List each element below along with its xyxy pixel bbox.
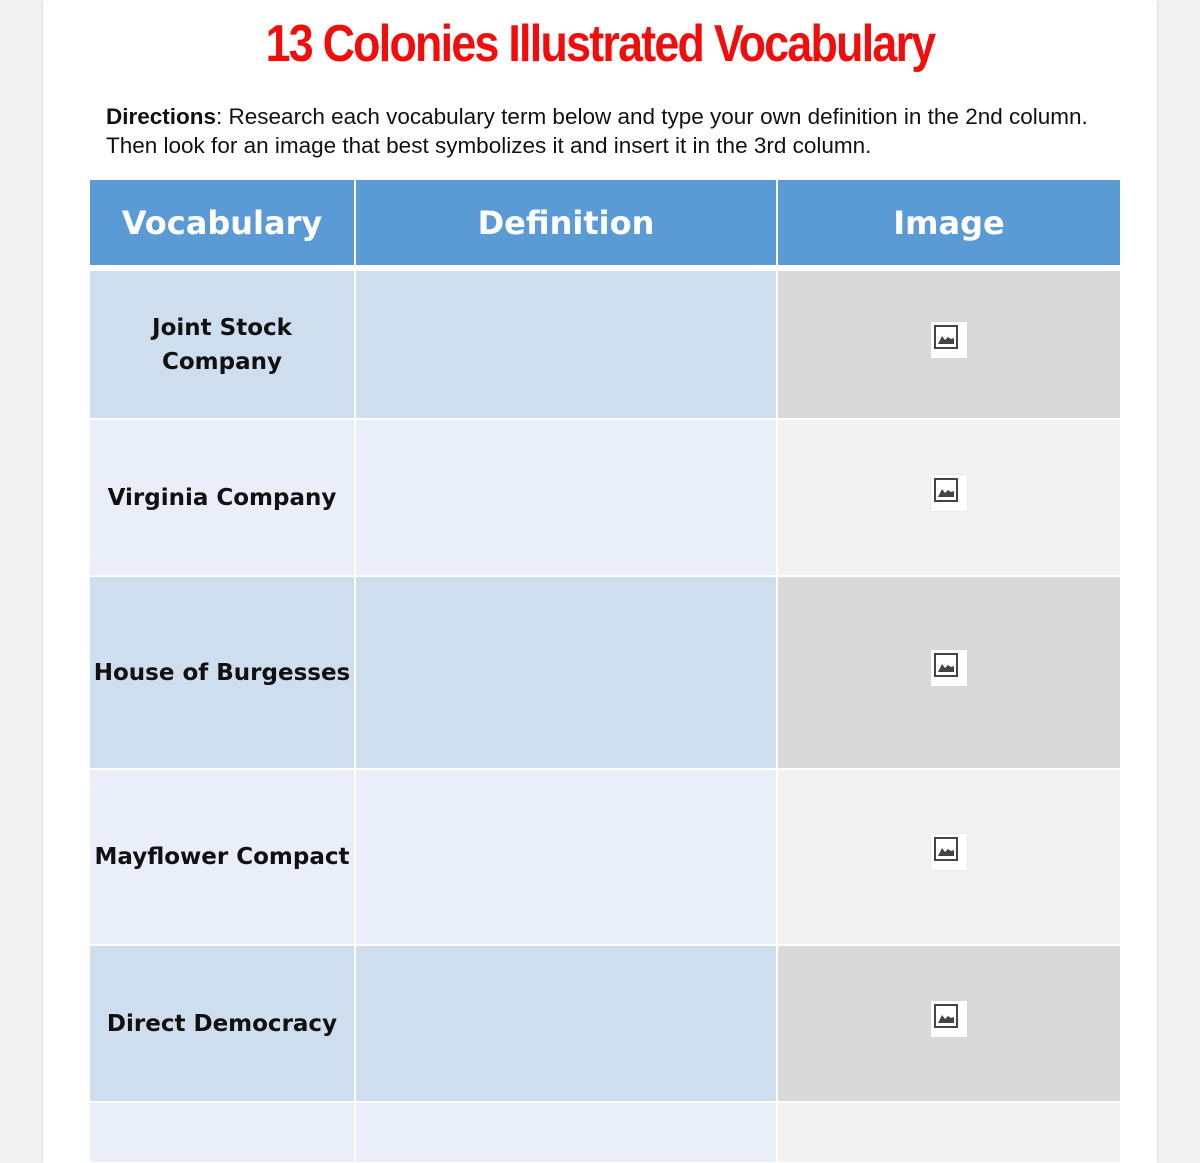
- directions: [106, 102, 1116, 160]
- definition-cell[interactable]: [355, 268, 777, 419]
- image-placeholder-icon[interactable]: [931, 475, 967, 511]
- table-row: [90, 945, 1120, 1102]
- image-placeholder-icon[interactable]: [931, 650, 967, 686]
- table-header-row: [90, 180, 1120, 268]
- directions-text: : Research each vocabulary term below and type your own definition in the 2nd column. Then look for an image that best symbolizes it and insert it in the 3rd column.: [106, 104, 1088, 158]
- definition-cell[interactable]: [355, 419, 777, 576]
- directions-label: Directions: [106, 104, 217, 129]
- vocabulary-cell: [90, 769, 355, 945]
- image-cell[interactable]: [777, 945, 1120, 1102]
- table-row: [90, 268, 1120, 419]
- image-placeholder-icon[interactable]: [931, 834, 967, 870]
- table-row: [90, 1102, 1120, 1162]
- image-cell[interactable]: [777, 576, 1120, 769]
- vocabulary-term: Mayflower Compact: [94, 844, 350, 870]
- vocabulary-cell: [90, 1102, 355, 1162]
- image-cell[interactable]: [777, 769, 1120, 945]
- vocabulary-cell: [90, 419, 355, 576]
- vocabulary-term: Joint Stock Company: [152, 314, 292, 375]
- vocabulary-term: Direct Democracy: [106, 1010, 338, 1037]
- page-title: 13 Colonies Illustrated Vocabulary: [265, 15, 935, 73]
- vocabulary-cell: [90, 945, 355, 1102]
- header-vocabulary: Vocabulary: [90, 180, 355, 268]
- definition-cell[interactable]: [355, 1102, 777, 1162]
- vocabulary-cell: [90, 576, 355, 769]
- image-placeholder-icon[interactable]: [931, 1001, 967, 1037]
- image-cell[interactable]: [777, 268, 1120, 419]
- header-image: Image: [777, 180, 1120, 268]
- vocabulary-table: [90, 180, 1120, 1162]
- table-row: [90, 576, 1120, 769]
- vocabulary-cell: [90, 268, 355, 419]
- definition-cell[interactable]: [355, 576, 777, 769]
- vocabulary-term: House of Burgesses: [93, 659, 351, 686]
- table-row: [90, 419, 1120, 576]
- image-cell[interactable]: [777, 1102, 1120, 1162]
- definition-cell[interactable]: [355, 945, 777, 1102]
- definition-cell[interactable]: [355, 769, 777, 945]
- header-definition: Definition: [355, 180, 777, 268]
- vocabulary-term: Virginia Company: [107, 484, 337, 511]
- image-placeholder-icon[interactable]: [931, 322, 967, 358]
- image-cell[interactable]: [777, 419, 1120, 576]
- table-row: [90, 769, 1120, 945]
